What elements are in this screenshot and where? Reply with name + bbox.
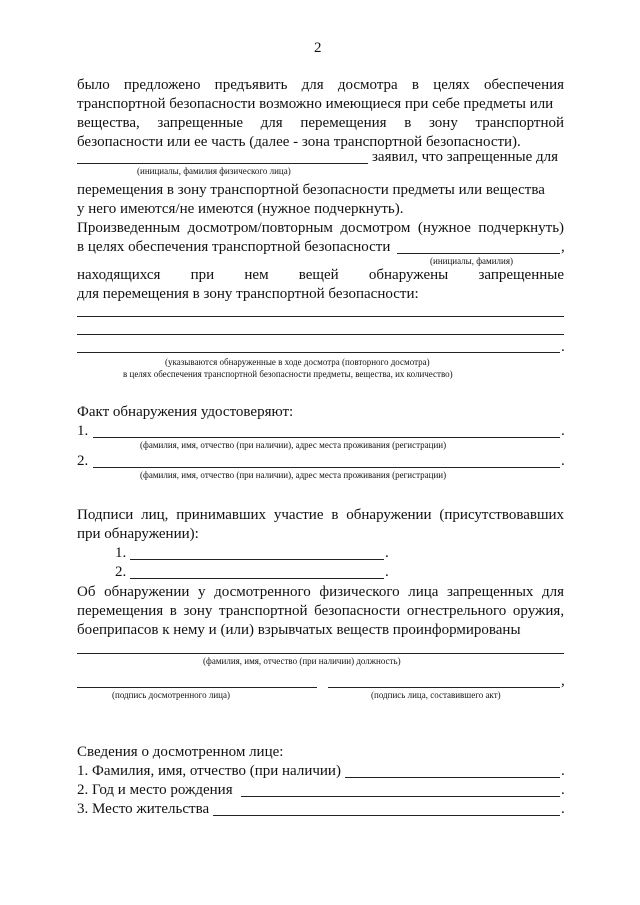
full-name-field[interactable] (345, 777, 560, 778)
field-caption: (фамилия, имя, отчество (при наличии), адрес места проживания (регистрации) (140, 470, 447, 480)
dot: . (561, 339, 565, 355)
dot: . (561, 763, 565, 779)
text-line: для перемещения в зону транспортной безопасности: (77, 286, 419, 302)
signature-1-field[interactable] (130, 559, 384, 560)
fio-physical-field[interactable] (77, 163, 368, 164)
signature-2-field[interactable] (130, 578, 384, 579)
field-caption: (подпись досмотренного лица) (112, 690, 230, 700)
field-caption: (инициалы, фамилия физического лица) (137, 166, 291, 176)
inspector-initials-field[interactable] (397, 253, 560, 254)
text-line: безопасности или ее часть (далее - зона транспортной безопасности). (77, 134, 521, 150)
text-line: вещества, запрещенные для перемещения в зону транспортной (77, 115, 565, 131)
found-items-field-1[interactable] (77, 316, 564, 317)
text-line: боеприпасов к нему и (или) взрывчатых веществ проинформированы (77, 622, 521, 638)
declared-text: заявил, что запрещенные для (372, 149, 559, 165)
author-signature-field[interactable] (328, 687, 560, 688)
text-line: Произведенным досмотром/повторным досмотром (нужное подчеркнуть) (77, 220, 565, 236)
witness-number: 2. (77, 453, 89, 469)
text-line: перемещения в зону транспортной безопасности огнестрельного оружия, (77, 603, 565, 619)
dot: . (561, 782, 565, 798)
found-items-field-3[interactable] (77, 352, 560, 353)
comma: , (561, 673, 565, 689)
field-caption: (фамилия, имя, отчество (при наличии) должность) (203, 656, 401, 666)
text-line: при обнаружении): (77, 526, 199, 542)
info-label: 3. Место жительства (77, 801, 210, 817)
dot: . (561, 453, 565, 469)
comma: , (561, 239, 565, 255)
text-line: Подписи лиц, принимавших участие в обнаружении (присутствовавших (77, 507, 565, 523)
text-line: находящихся при нем вещей обнаружены запрещенные (77, 267, 565, 283)
witness-1-field[interactable] (93, 437, 560, 438)
text-line: перемещения в зону транспортной безопасности предметы или вещества (77, 182, 545, 198)
field-caption: (подпись лица, составившего акт) (371, 690, 501, 700)
field-caption: (фамилия, имя, отчество (при наличии), адрес места проживания (регистрации) (140, 440, 447, 450)
informed-person-field[interactable] (77, 653, 564, 654)
info-label: 2. Год и место рождения (77, 782, 233, 798)
found-items-field-2[interactable] (77, 334, 564, 335)
section-title: Сведения о досмотренном лице: (77, 744, 284, 760)
inspected-signature-field[interactable] (77, 687, 317, 688)
residence-field[interactable] (213, 815, 560, 816)
signature-number: 1. (115, 545, 127, 561)
field-caption: (инициалы, фамилия) (430, 256, 513, 266)
witness-2-field[interactable] (93, 467, 560, 468)
text-line: Об обнаружении у досмотренного физического лица запрещенных для (77, 584, 565, 600)
dot: . (385, 545, 389, 561)
dot: . (561, 801, 565, 817)
text-line: было предложено предъявить для досмотра в целях обеспечения (77, 77, 565, 93)
section-title: Факт обнаружения удостоверяют: (77, 404, 294, 420)
witness-number: 1. (77, 423, 89, 439)
text-line: в целях обеспечения транспортной безопасности (77, 239, 391, 255)
field-caption: (указываются обнаруженные в ходе досмотра (повторного досмотра) (165, 357, 430, 367)
dot: . (385, 564, 389, 580)
text-line: транспортной безопасности возможно имеющиеся при себе предметы или (77, 96, 554, 112)
page-number: 2 (314, 40, 322, 56)
dot: . (561, 423, 565, 439)
signature-number: 2. (115, 564, 127, 580)
info-label: 1. Фамилия, имя, отчество (при наличии) (77, 763, 341, 779)
field-caption: в целях обеспечения транспортной безопасности предметы, вещества, их количество) (123, 369, 453, 379)
birth-field[interactable] (241, 796, 560, 797)
text-line: у него имеются/не имеются (нужное подчеркнуть). (77, 201, 404, 217)
